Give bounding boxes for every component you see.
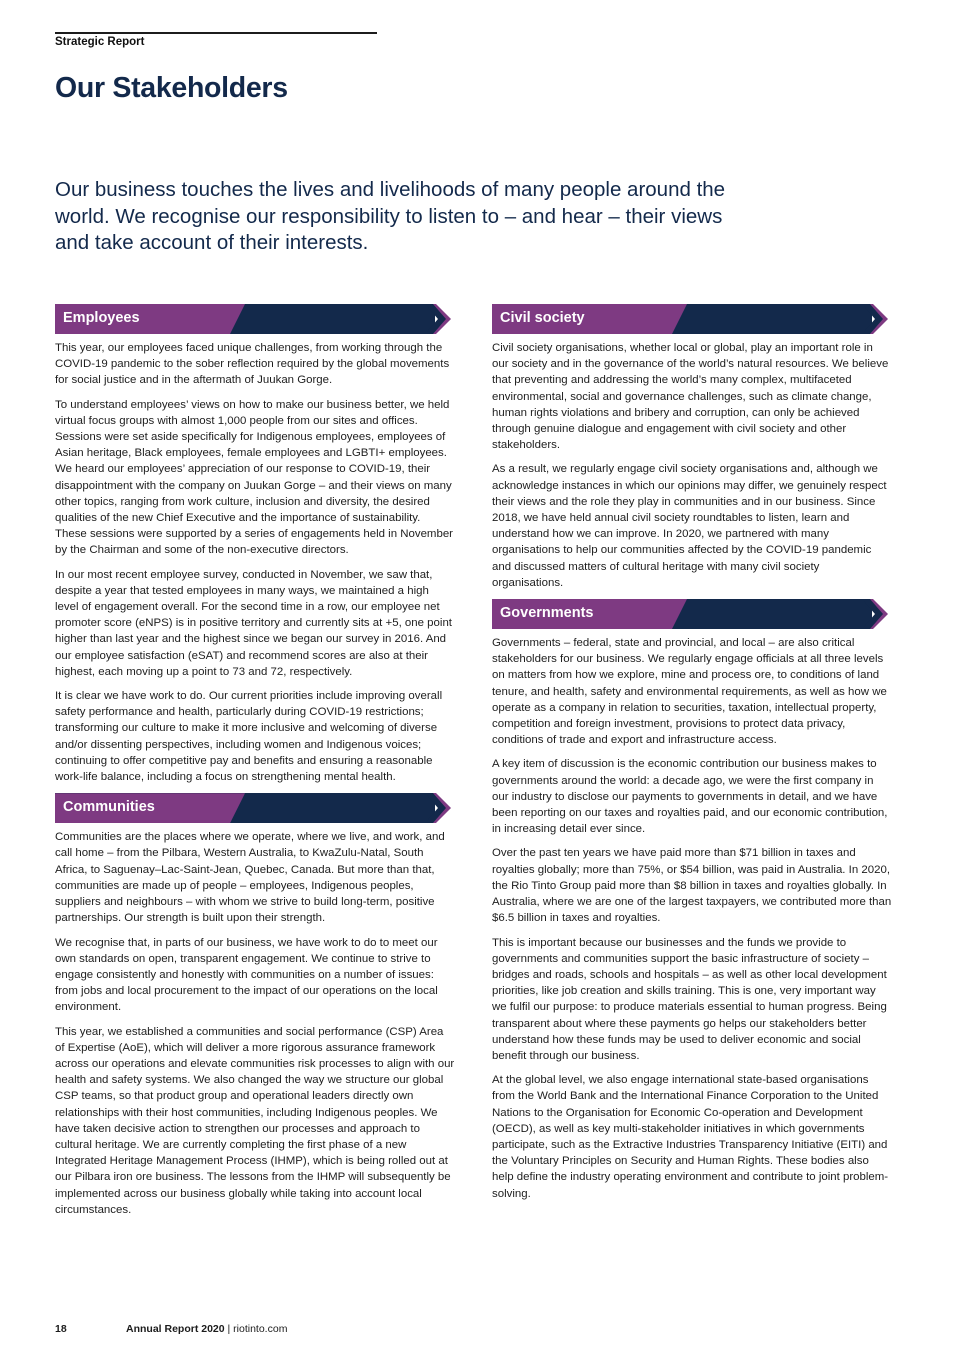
paragraph: Over the past ten years we have paid more than $71 billion in taxes and royalties globally; more than 75%, or $54 billion, was paid in Australia. In 2020, the Rio Tinto Group paid more than $8 billion in taxes and royalties globally. In Australia, where we are one of the largest taxpayers, we contributed more than $6.5 billion in taxes and royalties.: [492, 847, 892, 925]
paragraph: In our most recent employee survey, conducted in November, we saw that, despite a year that tested employees in many ways, we maintained a high level of engagement overall. For the second time in a row, our employee net promoter score (eNPS) is in positive territory and currently sits at +5, one point higher than last year and the highest since we began our survey in 2016. And our employee satisfaction (eSAT) and recommend scores are also at their highest, each moving up a point to 73 and 72, respectively.: [55, 568, 452, 678]
paragraph: To understand employees’ views on how to make our business better, we held virtual focus groups with almost 1,000 people from our sites and offices. Sessions were set aside specifically for Indigenous employees, employees of Asian heritage, Black employees, female employees and LGBTI+ employees. We heard our employees’ appreciation of our response to COVID-19, their disappointment with the company on Juukan Gorge – and their views on many other topics, ranging from work culture, inclusion and diversity, the desired qualities of the new Chief Executive and the importance of sustainability. These sessions were supported by a series of engagements held in November by the Chairman and some of the non-executive directors.: [55, 398, 453, 557]
page-title: Our Stakeholders: [55, 72, 288, 104]
double-chevron-icon: [427, 304, 455, 334]
left-column: [55, 304, 455, 1226]
paragraph: At the global level, we also engage international state-based organisations from the World Bank and the International Finance Corporation to the United Nations to the Organisation for Economic Co-operation and Development (OECD), as well as key multi-stakeholder initiatives in which governments participate, such as the Extractive Industries Transparency Initiative (EITI) and the Voluntary Principles on Security and Human Rights. These bodies also help define the industry operating environment and contribute to joint problem-solving.: [492, 1074, 889, 1200]
employees-heading: Employees: [63, 310, 140, 326]
double-chevron-icon: [427, 793, 455, 823]
paragraph: As a result, we regularly engage civil society organisations and, although we acknowledge instances in which our opinions may differ, we genuinely respect their views and the role they play in communities and in our business. Since 2018, we have held annual civil society roundtables to listen, learn and understand how we can improve. In 2020, we partnered with many organisations to help our communities affected by the COVID-19 pandemic and discussed matters of cultural heritage with many civil society organisations.: [492, 463, 887, 589]
paragraph: Communities are the places where we operate, where we live, and work, and call home – from the Pilbara, Western Australia, to KwaZulu-Natal, South Africa, to Saguenay–Lac-Saint-Jean, Quebec, Canada. But more than that, communities are made up of people – employees, Indigenous peoples, suppliers and neighbours – with whom we strive to build long-term, positive partnerships. Our strength is built upon their strength.: [55, 831, 445, 925]
paragraph: A key item of discussion is the economic contribution our business makes to governments around the world: a decade ago, we were the first company in our industry to disclose our payments to governments in detail, and we have been reporting on our taxes and royalties paid, and our economic contribution, in increasing detail ever since.: [492, 758, 888, 836]
paragraph: This is important because our businesses and the funds we provide to governments and communities support the basic infrastructure of society – bridges and roads, schools and hospitals – as well as other local development priorities, like job creation and skills training. This is one, very important way we fulfil our purpose: to produce materials essential to human progress. Being transparent about where these payments go helps our stakeholders better understand how these funds may be used to deliver economic and social benefit through our business.: [492, 936, 887, 1062]
paragraph: Governments – federal, state and provincial, and local – are also critical stakeholders for our business. We regularly engage officials at all three levels on matters from how we explore, mine and process ore, to conditions of land tenure, and health, safety and environmental requirements, as well as how we operate as a company in relation to securities, taxation, intellectual property, competition and foreign investment, provisions to protect data privacy, conditions of trade and export and infrastructure access.: [492, 637, 887, 747]
page-number: 18: [55, 1323, 67, 1335]
header-rule: [55, 32, 377, 34]
paragraph: This year, we established a communities and social performance (CSP) Area of Expertise (AoE), which will deliver a more rigorous assurance framework across our operations and elevate communities risk processes to align with our health and safety systems. We also changed the way we structure our global CSP teams, so that product group and operational leaders directly own relationships with their host communities, including Indigenous peoples. We have taken decisive action to strengthen our processes and approach to cultural heritage. We are currently completing the first phase of a new Integrated Heritage Management Process (IHMP), which is being rolled out at our Pilbara iron ore business. The lessons from the IHMP will subsequently be implemented across our business globally while taking into account local circumstances.: [55, 1025, 455, 1216]
communities-banner: [55, 793, 455, 823]
civil-society-banner: [492, 304, 892, 334]
communities-heading: Communities: [63, 799, 155, 816]
right-column: [492, 304, 892, 1210]
governments-heading: Governments: [500, 605, 594, 622]
employees-banner: [55, 304, 455, 334]
footer-separator: |: [224, 1323, 234, 1335]
paragraph: It is clear we have work to do. Our current priorities include improving overall safety performance and health, particularly during COVID-19 restrictions; transforming our culture to make it more inclusive and welcoming of diverse and/or dissenting perspectives, including women and Indigenous voices; continuing to offer competitive pay and benefits and ensuring a reasonable work-life balance, including a focus on strengthening mental health.: [55, 690, 443, 784]
footer-report: [126, 1323, 287, 1335]
paragraph: This year, our employees faced unique challenges, from working through the COVID-19 pandemic to the sober reflection required by the global movements for social justice and in the aftermath of Juukan Gorge.: [55, 342, 450, 387]
paragraph: We recognise that, in parts of our business, we have work to do to meet our own standards on open, transparent engagement. We continue to strive to engage consistently and honestly with communities on a number of issues: from jobs and local procurement to the impact of our operations on the local environment.: [55, 936, 438, 1014]
website-link[interactable]: riotinto.com: [233, 1323, 288, 1335]
section-label: Strategic Report: [55, 36, 145, 48]
paragraph: Civil society organisations, whether local or global, play an important role in our society and in the governance of the world’s natural resources. We believe that preventing and addressing the world’s many complex, multifaceted environmental, social and governance challenges, such as climate change, human rights violations and bribery and corruption, can only be achieved through genuine dialogue and engagement with civil society and other stakeholders.: [492, 342, 889, 452]
governments-banner: [492, 599, 892, 629]
double-chevron-icon: [864, 304, 892, 334]
intro-statement: Our business touches the lives and livelihoods of many people around the world. We recognise our responsibility to listen to – and hear – their views and take account of their interests.: [55, 178, 726, 254]
civil-society-heading: Civil society: [500, 310, 585, 326]
report-name: Annual Report 2020: [126, 1323, 225, 1335]
double-chevron-icon: [864, 599, 892, 629]
